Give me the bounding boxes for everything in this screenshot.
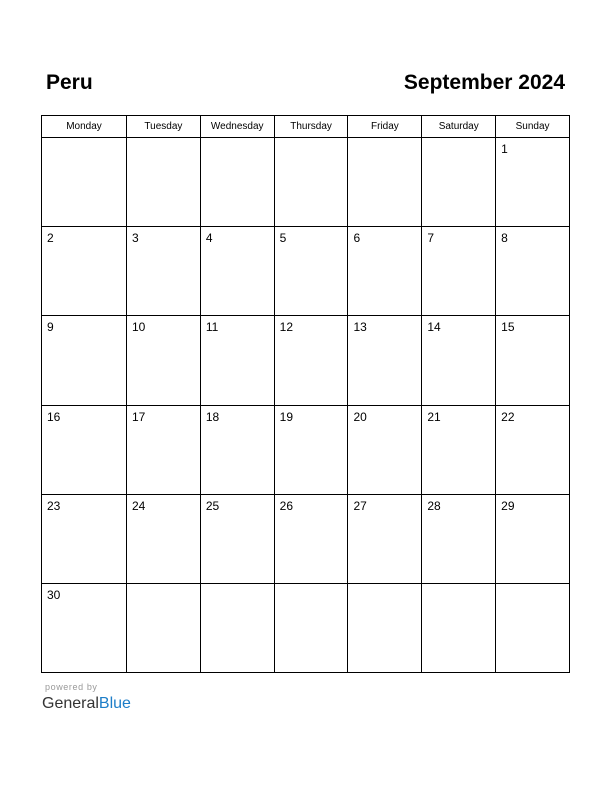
day-cell [42, 406, 127, 494]
day-cell [201, 316, 275, 404]
day-cell [496, 316, 569, 404]
day-cell [127, 316, 201, 404]
calendar-grid [41, 115, 570, 673]
day-cell [348, 227, 422, 315]
day-number: 18 [205, 409, 220, 424]
day-number: 29 [501, 498, 515, 513]
day-number: 10 [132, 320, 146, 335]
day-number: 1 [501, 142, 508, 156]
day-cell [275, 406, 349, 494]
day-cell [127, 227, 201, 315]
day-cell [422, 584, 496, 672]
weekday-header-sunday: Sunday [515, 121, 550, 132]
day-cell [496, 138, 569, 226]
day-number: 3 [132, 231, 139, 246]
week-row [42, 406, 569, 495]
generalblue-logo[interactable] [42, 694, 131, 714]
day-number: 23 [47, 498, 61, 513]
weekday-header-saturday: Saturday [422, 116, 496, 137]
week-row [42, 584, 569, 672]
day-cell [42, 316, 127, 404]
week-row [42, 138, 569, 227]
day-cell [42, 227, 127, 315]
day-number: 24 [132, 498, 146, 513]
weekday-header-monday: Monday [42, 116, 127, 137]
day-number: 19 [279, 409, 294, 424]
day-cell [275, 584, 349, 672]
day-cell [201, 406, 275, 494]
week-row [42, 316, 569, 405]
day-cell [422, 138, 496, 226]
day-number: 4 [205, 231, 213, 246]
day-cell [348, 316, 422, 404]
day-number: 12 [279, 320, 294, 335]
day-cell [348, 495, 422, 583]
day-number: 9 [47, 320, 54, 335]
day-number: 2 [47, 231, 54, 246]
day-number: 15 [501, 320, 515, 335]
day-cell [496, 227, 569, 315]
day-number: 16 [47, 409, 61, 424]
day-number: 30 [47, 587, 61, 602]
day-cell [422, 406, 496, 494]
day-number: 7 [427, 231, 434, 246]
day-number: 26 [279, 498, 294, 513]
day-number: 13 [353, 320, 367, 335]
day-number: 22 [501, 409, 515, 424]
day-cell [42, 584, 127, 672]
weekday-header-row [42, 116, 569, 138]
day-cell [275, 316, 349, 404]
day-cell [422, 316, 496, 404]
day-cell [201, 138, 275, 226]
day-cell [275, 227, 349, 315]
weeks-grid [42, 138, 569, 672]
day-number: 27 [353, 498, 367, 513]
day-cell [42, 495, 127, 583]
day-cell [422, 495, 496, 583]
weekday-header-thursday: Thursday [275, 116, 349, 137]
weekday-header-friday: Friday [348, 116, 422, 137]
day-number: 5 [279, 231, 287, 246]
brand-blue-text: Blue [98, 695, 131, 712]
day-number: 25 [205, 498, 220, 513]
day-cell [275, 138, 349, 226]
day-cell [422, 227, 496, 315]
country-title: Peru [46, 71, 93, 94]
month-year-title: September 2024 [403, 71, 565, 94]
weekday-header-wednesday: Wednesday [201, 116, 275, 137]
day-cell [127, 406, 201, 494]
day-cell [275, 495, 349, 583]
day-number: 8 [501, 231, 508, 246]
day-cell [127, 584, 201, 672]
brand-general-text: General [42, 695, 99, 712]
day-number: 21 [427, 409, 441, 424]
day-number: 20 [353, 409, 367, 424]
day-number: 14 [427, 320, 441, 335]
day-cell [201, 584, 275, 672]
day-cell [127, 495, 201, 583]
day-cell [42, 138, 127, 226]
day-cell [348, 138, 422, 226]
day-cell [201, 227, 275, 315]
weekday-header-tuesday: Tuesday [127, 116, 201, 137]
powered-by-text: powered by [45, 682, 98, 692]
day-number: 28 [427, 498, 441, 513]
day-cell [496, 495, 569, 583]
day-number: 11 [205, 320, 219, 335]
day-number: 17 [132, 409, 146, 424]
week-row [42, 227, 569, 316]
day-cell [348, 406, 422, 494]
week-row [42, 495, 569, 584]
day-cell [201, 495, 275, 583]
day-cell [496, 406, 569, 494]
day-cell [127, 138, 201, 226]
day-number: 6 [353, 231, 361, 246]
day-cell [348, 584, 422, 672]
day-cell [496, 584, 569, 672]
